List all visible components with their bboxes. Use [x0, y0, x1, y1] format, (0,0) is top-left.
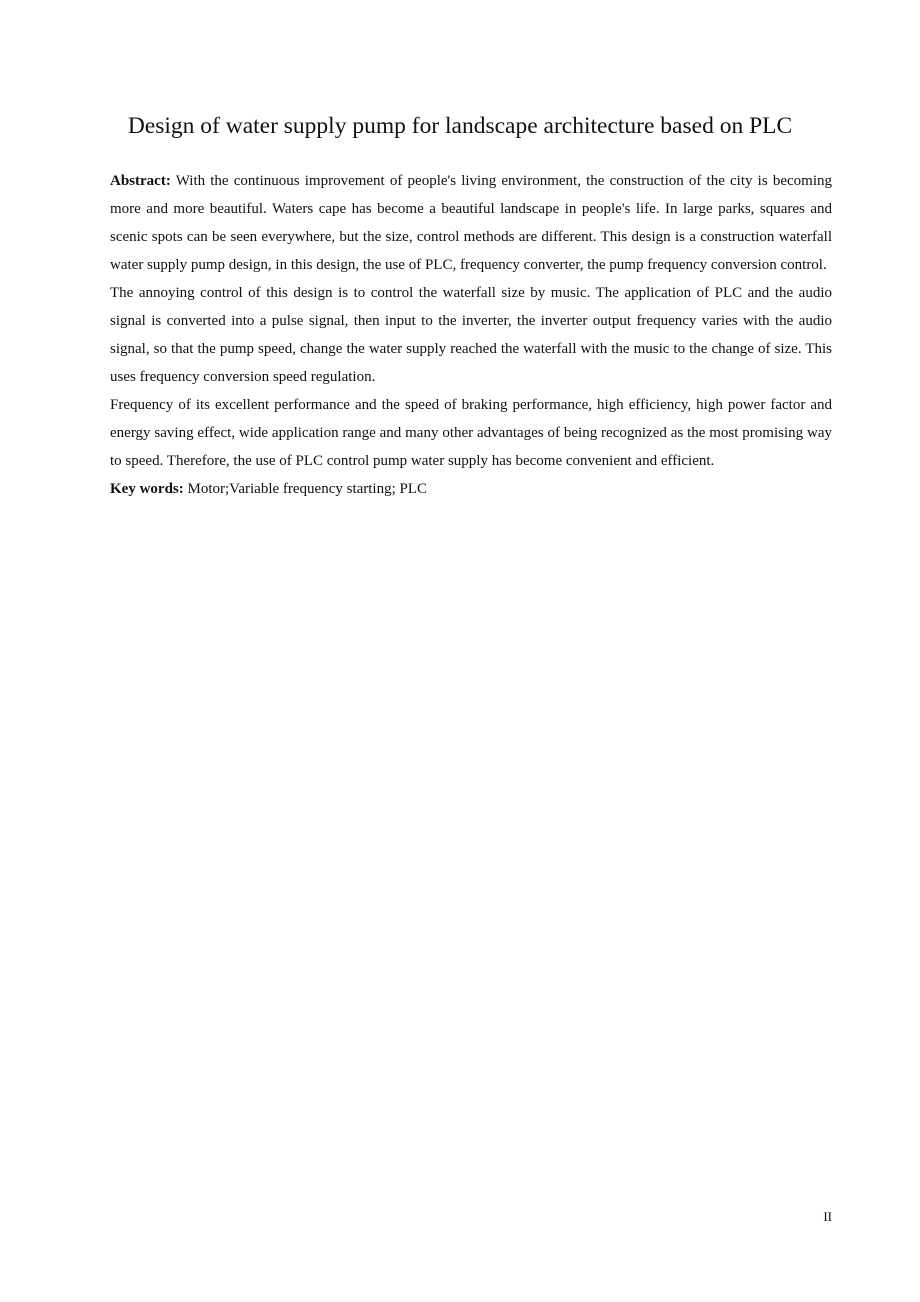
- abstract-label: Abstract:: [110, 173, 171, 189]
- document-title: Design of water supply pump for landscape architecture based on PLC: [127, 113, 793, 139]
- abstract-paragraph-1-text: With the continuous improvement of people's living environment, the construction of the city is becoming more and more beautiful. Waters cape has become a beautiful landscape in people's life. In large parks, squares and scenic spots can be seen everywhere, but the size, control methods are different. This design is a construction waterfall water supply pump design, in this design, the use of PLC, frequency converter, the pump frequency conversion control.: [110, 173, 832, 273]
- abstract-paragraph-1: [110, 167, 832, 279]
- keywords-line: [110, 475, 832, 503]
- keywords-label: Key words:: [110, 481, 184, 497]
- abstract-paragraph-3: Frequency of its excellent performance and the speed of braking performance, high efficiency, high power factor and energy saving effect, wide application range and many other advantages of being recognized as the most promising way to speed. Therefore, the use of PLC control pump water supply has become convenient and efficient.: [110, 397, 832, 469]
- page-number: II: [823, 1209, 832, 1224]
- keywords-text: Motor;Variable frequency starting; PLC: [183, 481, 428, 497]
- abstract-paragraph-2: The annoying control of this design is to control the waterfall size by music. The application of PLC and the audio signal is converted into a pulse signal, then input to the inverter, the inverter output frequency varies with the audio signal, so that the pump speed, change the water supply reached the waterfall with the music to the change of size. This uses frequency conversion speed regulation.: [110, 285, 832, 385]
- abstract-section: [110, 167, 832, 503]
